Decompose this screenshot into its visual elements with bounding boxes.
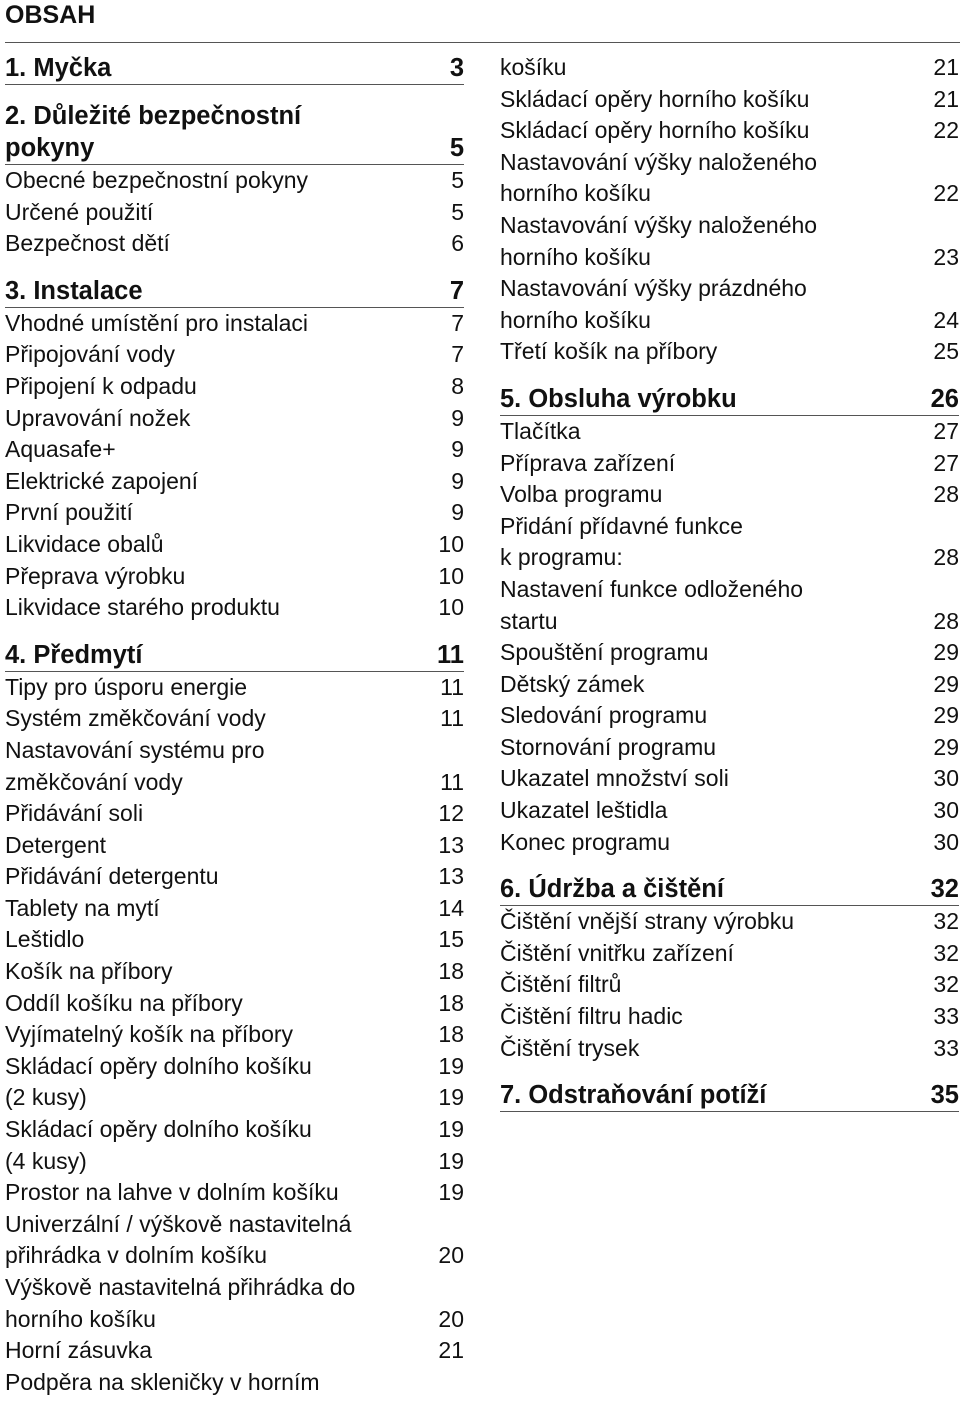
toc-page-number: 32: [933, 971, 959, 998]
toc-entry-title: Prostor na lahve v dolním košíku: [5, 1179, 339, 1206]
toc-page-number: 9: [451, 404, 464, 431]
toc-entry[interactable]: [500, 763, 959, 795]
toc-entry[interactable]: [5, 1114, 464, 1146]
toc-entry-title: Čištění filtrů: [500, 971, 622, 998]
toc-entry-title: Příprava zařízení: [500, 449, 676, 476]
toc-page-number: 28: [933, 607, 959, 634]
toc-entry[interactable]: [500, 336, 959, 368]
toc-chapter[interactable]: [5, 275, 464, 308]
toc-entry-title: Stornování programu: [500, 733, 717, 760]
toc-entry-title: Obecné bezpečnostní pokyny: [5, 167, 309, 193]
toc-page-number: 19: [438, 1052, 464, 1079]
toc-entry[interactable]: [500, 969, 959, 1001]
toc-entry-title: Skládací opěry horního košíku: [500, 117, 810, 144]
toc-page-number: 14: [438, 894, 464, 921]
toc-entry[interactable]: [5, 592, 464, 624]
toc-entry[interactable]: [5, 1051, 464, 1083]
toc-column-left: [5, 52, 464, 1398]
toc-entry[interactable]: [500, 479, 959, 511]
toc-entry[interactable]: [5, 1177, 464, 1209]
toc-page-number: 32: [933, 939, 959, 966]
toc-page-number: 29: [933, 639, 959, 666]
toc-page-number: 19: [438, 1084, 464, 1111]
toc-entry-title: Skládací opěry dolního košíku: [5, 1116, 312, 1143]
toc-entry[interactable]: [5, 798, 464, 830]
toc-entry[interactable]: [5, 1146, 464, 1178]
toc-page-number: 15: [438, 926, 464, 953]
toc-entry[interactable]: [500, 938, 959, 970]
toc-page-number: 9: [451, 467, 464, 494]
toc-entry-title: košíku: [500, 54, 567, 80]
toc-entry-title: Třetí košík na příbory: [500, 338, 718, 365]
toc-entry-title: Přidávání soli: [5, 800, 144, 827]
toc-entry[interactable]: [5, 197, 464, 229]
toc-entry[interactable]: [5, 861, 464, 893]
toc-page-number: 5: [451, 198, 464, 225]
toc-entry[interactable]: [500, 448, 959, 480]
toc-page-number: 18: [438, 958, 464, 985]
toc-entry-title: Systém změkčování vody: [5, 705, 266, 732]
toc-entry-title: (4 kusy): [5, 1147, 87, 1174]
toc-entry[interactable]: [5, 1209, 464, 1272]
toc-entry-title: Čištění vnější strany výrobku: [500, 908, 795, 935]
toc-page-number: 30: [933, 765, 959, 792]
toc-entry[interactable]: [5, 1367, 464, 1399]
toc-entry-title: Leštidlo: [5, 926, 85, 953]
toc-entry[interactable]: [500, 416, 959, 448]
toc-entry[interactable]: [5, 924, 464, 956]
toc-chapter[interactable]: [5, 639, 464, 672]
toc-entry[interactable]: [5, 1335, 464, 1367]
toc-entry-title: Vyjímatelný košík na příbory: [5, 1021, 294, 1048]
toc-entry-title: Dětský zámek: [500, 670, 645, 697]
toc-entry[interactable]: [500, 210, 959, 273]
toc-page-number: 27: [933, 417, 959, 444]
toc-entry[interactable]: [500, 700, 959, 732]
toc-entry[interactable]: [5, 466, 464, 498]
toc-entry[interactable]: [5, 165, 464, 197]
toc-entry[interactable]: [500, 84, 959, 116]
toc-column-right: [500, 52, 959, 1112]
toc-entry-title: Košík na příbory: [5, 958, 173, 985]
toc-entry-title: Skládací opěry dolního košíku: [5, 1052, 312, 1079]
toc-entry[interactable]: [500, 52, 959, 84]
toc-entry[interactable]: [5, 228, 464, 260]
toc-entry-title: Přidávání detergentu: [5, 863, 219, 890]
toc-chapter[interactable]: [5, 100, 464, 165]
toc-entry-title: Nastavování systému pro změkčování vody: [5, 736, 265, 795]
toc-entry[interactable]: [5, 830, 464, 862]
toc-entry[interactable]: [5, 735, 464, 798]
toc-page-number: 25: [933, 338, 959, 365]
toc-page-number: 7: [449, 276, 464, 305]
toc-page-number: 33: [933, 1034, 959, 1061]
toc-entry-title: Oddíl košíku na příbory: [5, 989, 243, 1016]
toc-entry-title: Elektrické zapojení: [5, 467, 199, 494]
toc-page-number: 3: [449, 54, 464, 82]
toc-entry-title: Spouštění programu: [500, 639, 709, 666]
toc-page-number: 10: [438, 562, 464, 589]
toc-entry-title: Aquasafe+: [5, 436, 116, 463]
toc-entry-title: Nastavování výšky prázdného horního košíku: [500, 275, 807, 333]
toc-page-number: 20: [438, 1305, 464, 1332]
toc-page-number: 9: [451, 436, 464, 463]
toc-page-number: 9: [451, 499, 464, 526]
toc-entry-title: První použití: [5, 499, 133, 526]
toc-entry[interactable]: [500, 1033, 959, 1065]
toc-entry[interactable]: [500, 511, 959, 574]
toc-page-number: 30: [933, 828, 959, 855]
toc-entry-title: Vhodné umístění pro instalaci: [5, 309, 309, 336]
toc-page-number: 21: [438, 1337, 464, 1364]
toc-entry-title: 4. Předmytí: [5, 640, 143, 669]
toc-page-number: 19: [438, 1147, 464, 1174]
toc-page-number: 11: [440, 705, 464, 732]
toc-page-number: 13: [438, 863, 464, 890]
toc-entry-title: Čištění vnitřku zařízení: [500, 939, 734, 966]
toc-entry[interactable]: [5, 561, 464, 593]
toc-entry-title: Nastavení funkce odloženého startu: [500, 575, 804, 634]
toc-page-number: 10: [438, 530, 464, 557]
toc-entry-title: Podpěra na skleničky v horním: [5, 1368, 320, 1395]
toc-entry[interactable]: [5, 434, 464, 466]
toc-entry-title: Likvidace obalů: [5, 530, 164, 557]
toc-page-number: 7: [451, 341, 464, 368]
toc-entry[interactable]: [5, 956, 464, 988]
toc-page-number: 7: [451, 309, 464, 336]
toc-page-number: 5: [451, 167, 464, 193]
toc-entry-title: Ukazatel množství soli: [500, 765, 729, 792]
toc-entry-title: Horní zásuvka: [5, 1337, 153, 1364]
toc-page-number: 24: [933, 306, 959, 333]
toc-page-number: 11: [440, 768, 464, 795]
toc-entry-title: Připojení k odpadu: [5, 372, 197, 399]
toc-page-number: 6: [451, 230, 464, 257]
toc-page-number: 10: [438, 594, 464, 621]
toc-entry-title: Výškově nastavitelná přihrádka do horního košíku: [5, 1274, 356, 1332]
toc-page-number: 29: [933, 670, 959, 697]
toc-entry-title: Určené použití: [5, 198, 154, 225]
toc-entry-title: Tablety na mytí: [5, 894, 160, 921]
toc-entry[interactable]: [500, 906, 959, 938]
toc-entry-title: Bezpečnost dětí: [5, 230, 170, 257]
toc-entry[interactable]: [5, 703, 464, 735]
toc-entry[interactable]: [500, 637, 959, 669]
toc-entry-title: Volba programu: [500, 481, 663, 508]
toc-page-number: 22: [933, 117, 959, 144]
toc-entry-title: Čištění filtru hadic: [500, 1003, 683, 1030]
toc-page-number: 22: [933, 180, 959, 207]
toc-page-number: 12: [438, 800, 464, 827]
toc-page-number: 30: [933, 797, 959, 824]
toc-page-number: 19: [438, 1116, 464, 1143]
toc-entry-title: Připojování vody: [5, 341, 176, 368]
toc-entry-title: 6. Údržba a čištění: [500, 875, 724, 904]
toc-chapter[interactable]: [5, 52, 464, 85]
toc-chapter[interactable]: [500, 383, 959, 416]
toc-entry[interactable]: [5, 403, 464, 435]
toc-entry-title: Sledování programu: [500, 702, 708, 729]
toc-page-number: 11: [437, 640, 464, 669]
toc-chapter[interactable]: [500, 873, 959, 906]
toc-entry[interactable]: [500, 669, 959, 701]
toc-page-number: 21: [933, 85, 959, 112]
toc-entry[interactable]: [5, 672, 464, 704]
toc-entry[interactable]: [5, 893, 464, 925]
toc-page-number: 33: [933, 1003, 959, 1030]
toc-entry-title: Ukazatel leštidla: [500, 797, 668, 824]
toc-entry[interactable]: [500, 1001, 959, 1033]
toc-page-number: 28: [933, 481, 959, 508]
toc-entry-title: Nastavování výšky naloženého horního košíku: [500, 211, 818, 270]
toc-entry-title: 2. Důležité bezpečnostní pokyny: [5, 102, 302, 162]
toc-entry-title: Nastavování výšky naloženého horního košíku: [500, 148, 818, 207]
toc-entry-title: Konec programu: [500, 828, 671, 855]
toc-page-number: 21: [933, 54, 959, 80]
toc-entry-title: 1. Myčka: [5, 54, 112, 82]
toc-entry[interactable]: [5, 1019, 464, 1051]
toc-page-number: 13: [438, 831, 464, 858]
toc-entry[interactable]: [500, 115, 959, 147]
toc-entry-title: Čištění trysek: [500, 1034, 640, 1061]
toc-page-number: 20: [438, 1242, 464, 1269]
toc-entry[interactable]: [500, 147, 959, 210]
toc-entry[interactable]: [5, 371, 464, 403]
toc-page-number: 26: [930, 384, 959, 413]
toc-page-number: 18: [438, 989, 464, 1016]
toc-entry-title: Přidání přídavné funkce k programu:: [500, 512, 743, 571]
toc-entry[interactable]: [5, 339, 464, 371]
toc-page-number: 18: [438, 1021, 464, 1048]
toc-entry[interactable]: [5, 1272, 464, 1335]
toc-chapter[interactable]: [500, 1079, 959, 1112]
toc-entry-title: Skládací opěry horního košíku: [500, 85, 810, 112]
toc-entry-title: Tlačítka: [500, 417, 581, 444]
toc-entry[interactable]: [5, 497, 464, 529]
toc-entry[interactable]: [5, 308, 464, 340]
toc-page-number: 8: [451, 372, 464, 399]
toc-page-number: 5: [449, 134, 464, 162]
toc-entry[interactable]: [500, 827, 959, 859]
toc-entry-title: (2 kusy): [5, 1084, 87, 1111]
toc-page-number: 29: [933, 733, 959, 760]
toc-entry-title: Přeprava výrobku: [5, 562, 186, 589]
page-title: OBSAH: [5, 1, 96, 29]
toc-entry-title: Detergent: [5, 831, 107, 858]
toc-page-number: 23: [933, 243, 959, 270]
toc-entry[interactable]: [500, 574, 959, 637]
toc-entry-title: 5. Obsluha výrobku: [500, 384, 737, 413]
toc-entry[interactable]: [500, 273, 959, 336]
toc-entry[interactable]: [500, 795, 959, 827]
toc-page-number: 35: [930, 1081, 959, 1110]
toc-page-number: 28: [933, 544, 959, 571]
toc-entry[interactable]: [5, 988, 464, 1020]
toc-page-number: 11: [440, 673, 464, 700]
toc-page-number: 32: [933, 908, 959, 935]
toc-entry[interactable]: [5, 1082, 464, 1114]
toc-entry-title: Upravování nožek: [5, 404, 191, 431]
toc-page-number: 32: [930, 875, 959, 904]
toc-page-number: 19: [438, 1179, 464, 1206]
toc-entry-title: Likvidace starého produktu: [5, 594, 280, 621]
title-divider: [5, 42, 960, 43]
toc-entry-title: Tipy pro úsporu energie: [5, 673, 248, 700]
toc-entry-title: 7. Odstraňování potíží: [500, 1081, 767, 1110]
toc-entry-title: Univerzální / výškově nastavitelná přihrádka v dolním košíku: [5, 1210, 352, 1269]
toc-page-number: 29: [933, 702, 959, 729]
toc-entry-title: 3. Instalace: [5, 276, 143, 305]
toc-entry[interactable]: [5, 529, 464, 561]
toc-page-number: 27: [933, 449, 959, 476]
toc-entry[interactable]: [500, 732, 959, 764]
